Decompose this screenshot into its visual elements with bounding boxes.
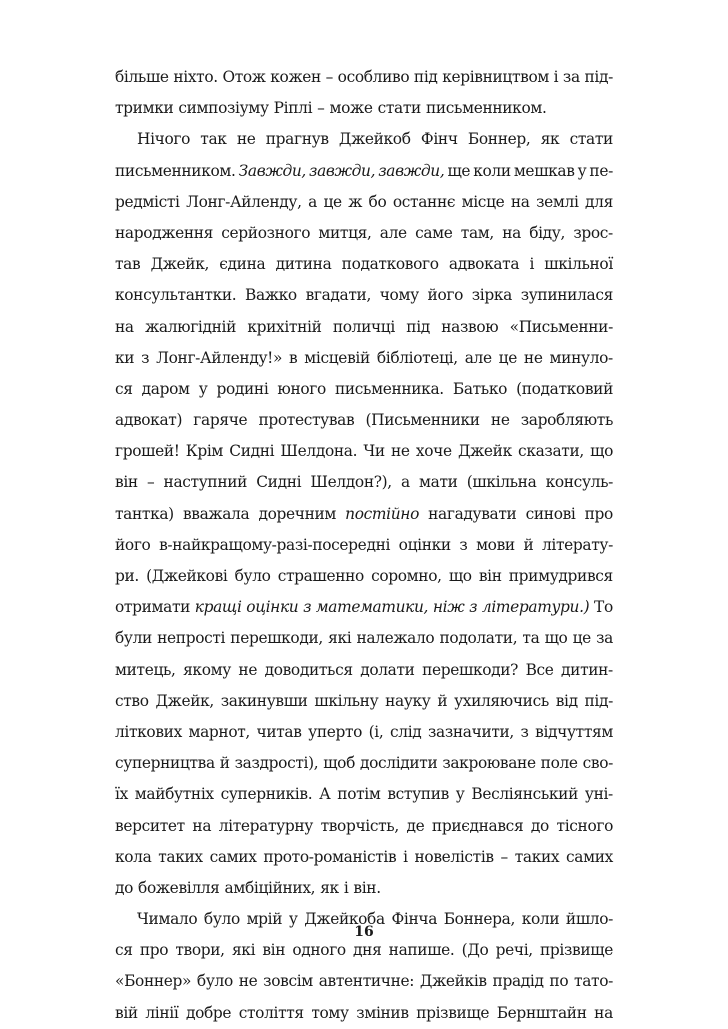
paragraph xyxy=(115,904,613,1029)
text-line: вій лінії добре століття тому змінив прізвище Бернштайн на xyxy=(115,1003,613,1022)
text-line: до божевілля амбіційних, як і він. xyxy=(115,878,381,897)
text-line: консультантки. Важко вгадати, чому його зірка зупинилася xyxy=(115,286,613,305)
text-line: верситет на літературну творчість, де приєднався до тісного xyxy=(115,816,613,835)
paragraph xyxy=(115,62,613,124)
paragraph xyxy=(115,124,613,904)
text-line: отримати кращі оцінки з математики, ніж з літератури.) То xyxy=(115,598,613,617)
text-line: тав Джейк, єдина дитина податкового адвоката і шкільної xyxy=(115,255,613,274)
text-line: ся даром у родині юного письменника. Батько (податковий xyxy=(115,379,613,398)
text-line: Чимало було мрій у Джейкоба Фінча Боннера, коли йшло- xyxy=(137,910,613,929)
page-number: 16 xyxy=(354,924,374,940)
text-line: «Боннер» було не зовсім автентичне: Джейків прадід по тато- xyxy=(115,972,613,991)
text-line: кола таких самих прото-романістів і новелістів – таких самих xyxy=(115,847,613,866)
text-line: більше ніхто. Отож кожен – особливо під керівництвом і за під- xyxy=(115,68,613,86)
text-line: він – наступний Сидні Шелдон?), а мати (шкільна консуль- xyxy=(115,473,613,492)
text-line: літкових марнот, читав уперто (і, слід зазначити, з відчуттям xyxy=(115,722,613,741)
text-line: тантка) вважала доречним постійно нагадувати синові про xyxy=(115,504,613,523)
text-line: на жалюгідній крихітній поличці під назвою «Письменни- xyxy=(115,317,613,336)
text-line: були непрості перешкоди, які належало подолати, та що це за xyxy=(115,629,613,648)
text-line: тримки симпозіуму Ріплі – може стати письменником. xyxy=(115,99,547,118)
text-line: ся про твори, які він одного дня напише. (До речі, прізвище xyxy=(115,941,613,960)
book-page-text xyxy=(115,62,613,1029)
text-line: народження серйозного митця, але саме там, на біду, зрос- xyxy=(115,223,613,242)
text-line: ки з Лонг-Айленду!» в місцевій бібліотеці, але це не минуло- xyxy=(115,348,613,367)
text-line: митець, якому не доводиться долати перешкоди? Все дитин- xyxy=(115,660,613,679)
text-line: ство Джейк, закинувши шкільну науку й ухиляючись від під- xyxy=(115,691,613,710)
text-line: суперництва й заздрості), щоб дослідити закроюване поле сво- xyxy=(115,754,613,773)
text-line: редмісті Лонг-Айленду, а це ж бо останнє місце на землі для xyxy=(115,192,613,211)
text-line: грошей! Крім Сидні Шелдона. Чи не хоче Джейк сказати, що xyxy=(115,442,613,461)
text-line: їх майбутніх суперників. А потім вступив у Весліянський уні- xyxy=(115,785,613,804)
text-line: письменником. Завжди, завжди, завжди, ще коли мешкав у пе- xyxy=(115,161,613,180)
text-line: ри. (Джейкові було страшенно соромно, що він примудрився xyxy=(115,567,613,585)
text-line: його в-найкращому-разі-посередні оцінки з мови й літерату- xyxy=(115,535,613,554)
text-line: адвокат) гаряче протестував (Письменники не заробляють xyxy=(115,411,613,430)
text-line: Нічого так не прагнув Джейкоб Фінч Боннер, як стати xyxy=(137,130,613,149)
